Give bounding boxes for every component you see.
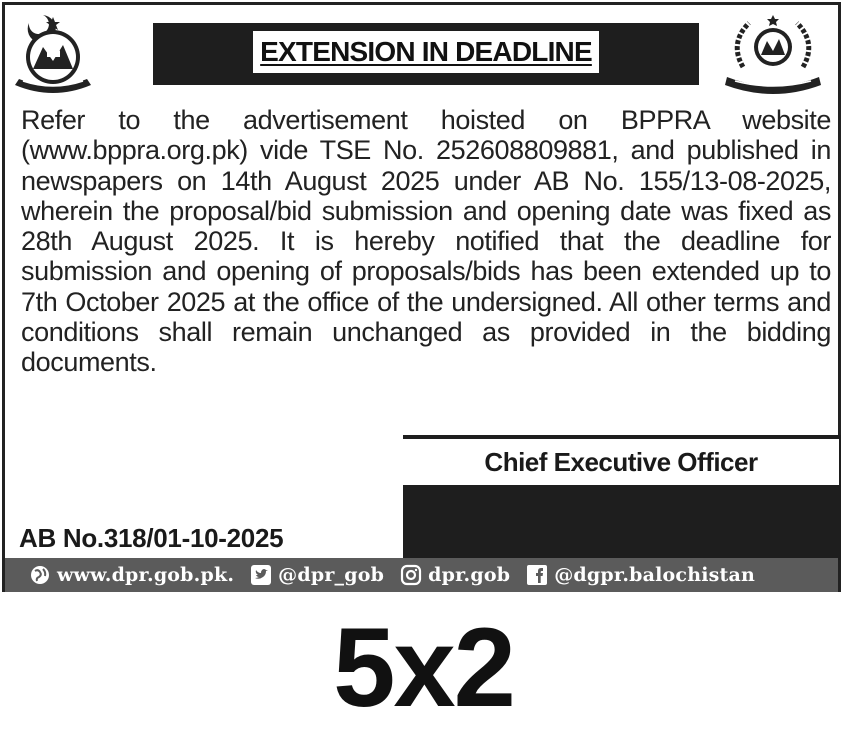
notice-body: Refer to the advertisement hoisted on BPPRA website (www.bppra.org.pk) vide TSE No. 252608809881, and published in newspapers on 14th August 2025 under AB No. 155/13-08-2025, wherein the proposal/bid submission and opening date was fixed as 28th August 2025. It is hereby notified that the deadline for submission and opening of proposals/bids has been extended up to 7th October 2025 at the office of the undersigned. All other terms and conditions shall remain unchanged as provided in the bidding documents.	[21, 105, 831, 378]
facebook-icon	[526, 564, 548, 586]
notice-ad	[2, 2, 841, 592]
title-box	[253, 31, 599, 73]
signatory-title: Chief Executive Officer	[484, 446, 758, 477]
ab-number: AB No.318/01-10-2025	[19, 523, 284, 553]
globe-icon	[29, 564, 51, 586]
dgpr-emblem-icon	[721, 11, 825, 97]
footer-website[interactable]	[29, 564, 234, 586]
notice-title: EXTENSION IN DEADLINE	[260, 36, 592, 67]
footer-twitter-text: @dpr_gob	[278, 564, 385, 586]
footer-twitter[interactable]	[250, 564, 384, 586]
balochistan-emblem-icon	[13, 11, 93, 97]
signature-box	[403, 439, 839, 485]
footer-bar	[5, 558, 838, 592]
footer-facebook-text: @dgpr.balochistan	[554, 564, 756, 586]
ad-size-label: 5x2	[333, 605, 514, 730]
footer-instagram[interactable]	[400, 564, 510, 586]
twitter-icon	[250, 564, 272, 586]
footer-facebook[interactable]	[526, 564, 755, 586]
instagram-icon	[400, 564, 422, 586]
footer-instagram-text: dpr.gob	[428, 564, 511, 586]
title-bar	[153, 23, 699, 85]
signature-block	[403, 435, 841, 560]
footer-website-text: www.dpr.gob.pk.	[57, 564, 235, 586]
